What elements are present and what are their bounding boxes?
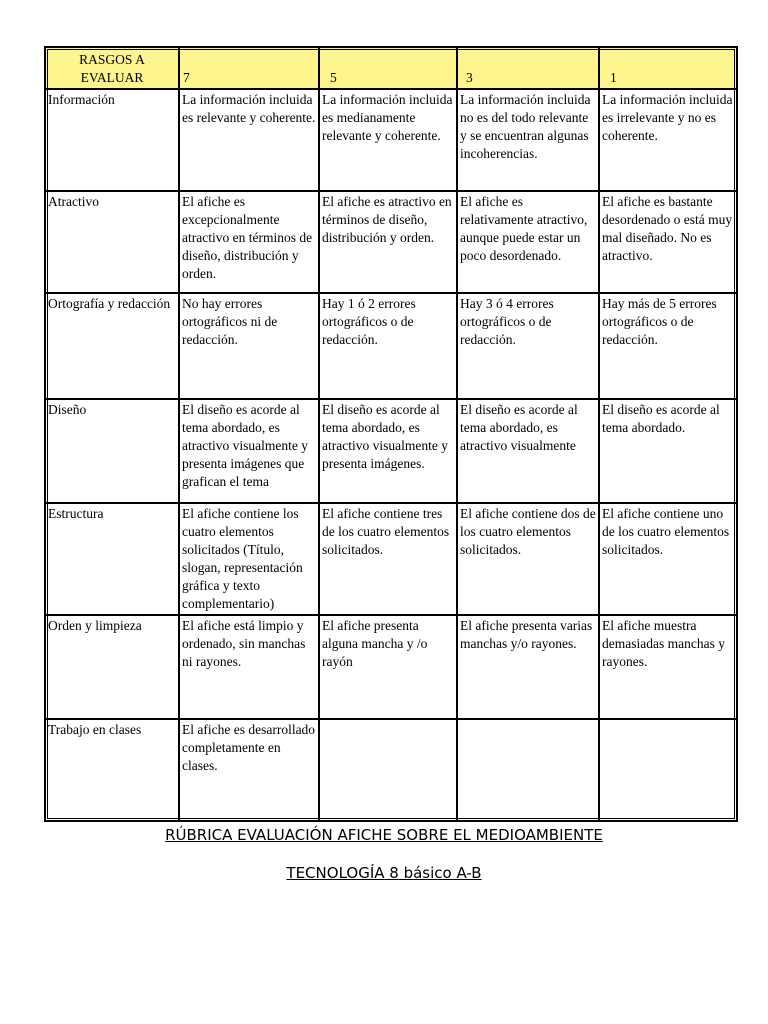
criteria-cell: El afiche presenta alguna mancha y /o rayón xyxy=(320,616,458,720)
trait-label: Estructura xyxy=(46,504,180,616)
criteria-cell: El afiche presenta varias manchas y/o rayones. xyxy=(458,616,600,720)
criteria-cell: El afiche contiene uno de los cuatro elementos solicitados. xyxy=(600,504,736,616)
criteria-cell: El afiche es atractivo en términos de diseño, distribución y orden. xyxy=(320,192,458,294)
criteria-cell: El diseño es acorde al tema abordado, es atractivo visualmente y presenta imágenes que grafican el tema xyxy=(180,400,320,504)
criteria-cell: El diseño es acorde al tema abordado, es atractivo visualmente y presenta imágenes. xyxy=(320,400,458,504)
criteria-cell: El afiche está limpio y ordenado, sin manchas ni rayones. xyxy=(180,616,320,720)
criteria-cell xyxy=(458,720,600,820)
document-subtitle: TECNOLOGÍA 8 básico A-B xyxy=(286,864,482,882)
criteria-cell xyxy=(600,720,736,820)
trait-label: Orden y limpieza xyxy=(46,616,180,720)
table-row xyxy=(46,720,736,820)
criteria-cell: La información incluida es medianamente relevante y coherente. xyxy=(320,90,458,192)
document-title: RÚBRICA EVALUACIÓN AFICHE SOBRE EL MEDIOAMBIENTE xyxy=(165,826,603,844)
table-row xyxy=(46,192,736,294)
criteria-cell: El afiche contiene tres de los cuatro elementos solicitados. xyxy=(320,504,458,616)
criteria-cell: Hay más de 5 errores ortográficos o de redacción. xyxy=(600,294,736,400)
criteria-cell xyxy=(320,720,458,820)
criteria-cell: El diseño es acorde al tema abordado. xyxy=(600,400,736,504)
criteria-cell: El afiche es excepcionalmente atractivo en términos de diseño, distribución y orden. xyxy=(180,192,320,294)
table-row xyxy=(46,504,736,616)
criteria-cell: El afiche es bastante desordenado o está muy mal diseñado. No es atractivo. xyxy=(600,192,736,294)
criteria-cell: El diseño es acorde al tema abordado, es atractivo visualmente xyxy=(458,400,600,504)
header-score-5: 5 xyxy=(320,48,458,90)
trait-label: Diseño xyxy=(46,400,180,504)
criteria-cell: Hay 1 ó 2 errores ortográficos o de redacción. xyxy=(320,294,458,400)
table-row xyxy=(46,90,736,192)
header-score-1: 1 xyxy=(600,48,736,90)
criteria-cell: La información incluida no es del todo relevante y se encuentran algunas incoherencias. xyxy=(458,90,600,192)
header-row xyxy=(46,48,736,90)
criteria-cell: El afiche contiene los cuatro elementos solicitados (Título, slogan, representación gráfica y texto complementario) xyxy=(180,504,320,616)
rubric-table xyxy=(44,46,738,822)
header-score-3: 3 xyxy=(458,48,600,90)
trait-label: Información xyxy=(46,90,180,192)
criteria-cell: No hay errores ortográficos ni de redacción. xyxy=(180,294,320,400)
trait-label: Atractivo xyxy=(46,192,180,294)
criteria-cell: La información incluida es irrelevante y no es coherente. xyxy=(600,90,736,192)
table-row xyxy=(46,616,736,720)
trait-label: Trabajo en clases xyxy=(46,720,180,820)
criteria-cell: El afiche es relativamente atractivo, aunque puede estar un poco desordenado. xyxy=(458,192,600,294)
table-row xyxy=(46,400,736,504)
table-row xyxy=(46,294,736,400)
trait-label: Ortografía y redacción xyxy=(46,294,180,400)
criteria-cell: Hay 3 ó 4 errores ortográficos o de redacción. xyxy=(458,294,600,400)
criteria-cell: El afiche contiene dos de los cuatro elementos solicitados. xyxy=(458,504,600,616)
header-traits: RASGOS A EVALUAR xyxy=(46,48,180,90)
criteria-cell: El afiche muestra demasiadas manchas y rayones. xyxy=(600,616,736,720)
header-score-7: 7 xyxy=(180,48,320,90)
criteria-cell: La información incluida es relevante y coherente. xyxy=(180,90,320,192)
criteria-cell: El afiche es desarrollado completamente en clases. xyxy=(180,720,320,820)
